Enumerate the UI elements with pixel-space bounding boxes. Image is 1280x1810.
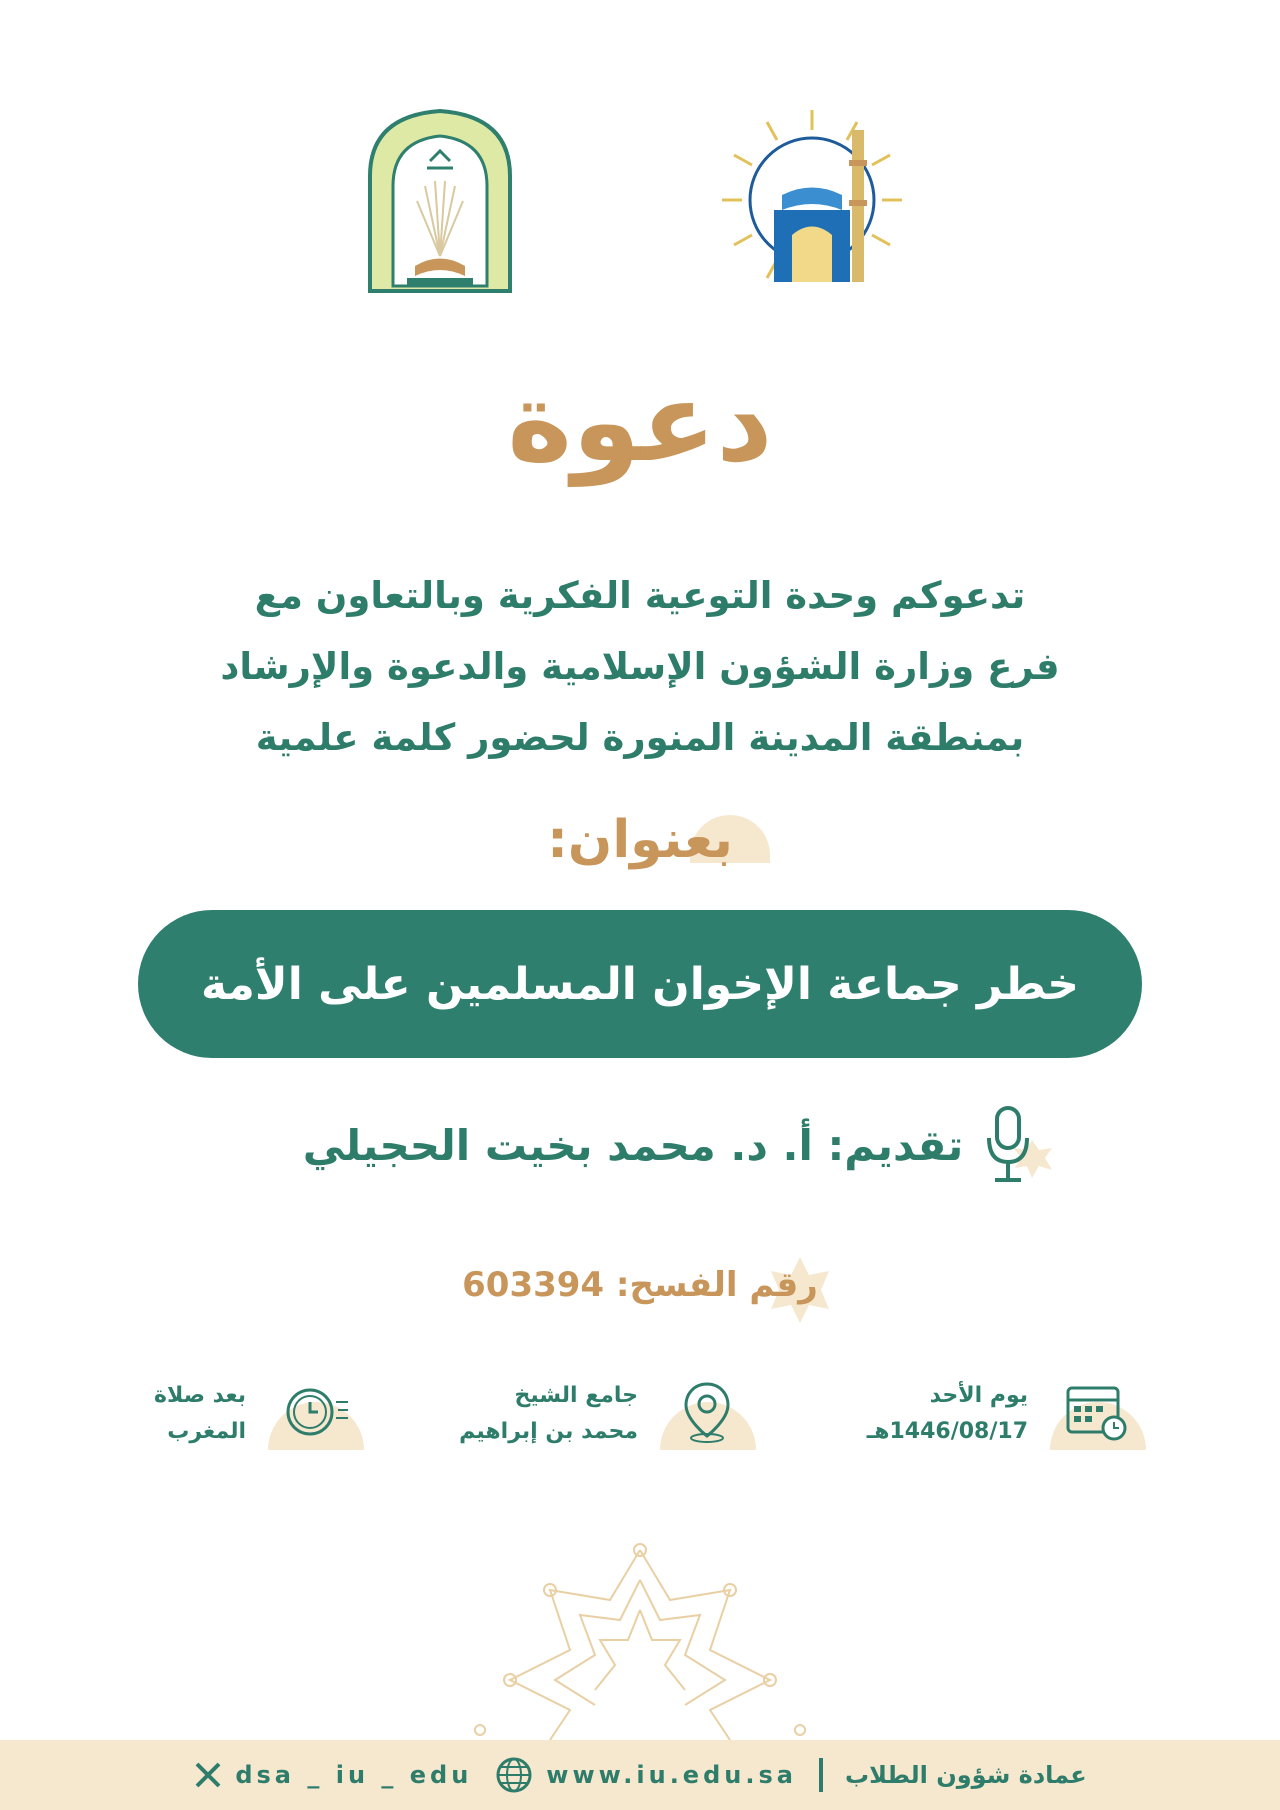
ministry-logo (365, 106, 515, 296)
footer-website[interactable] (494, 1755, 797, 1795)
clock-icon (280, 1376, 350, 1446)
footer-content (0, 1740, 1280, 1810)
lecture-title-banner (138, 910, 1142, 1058)
website-url: www.iu.edu.sa (546, 1761, 797, 1789)
mosque-name-line2: محمد بن إبراهيم (459, 1419, 638, 1444)
x-logo-icon (193, 1760, 223, 1790)
geometric-pattern-decoration (440, 1540, 840, 1740)
time-text (154, 1378, 246, 1450)
time-info (140, 1370, 364, 1470)
social-handle: dsa _ iu _ edu (235, 1761, 473, 1789)
location-pin-icon (672, 1376, 742, 1446)
lecture-title: خطر جماعة الإخوان المسلمين على الأمة (201, 958, 1079, 1010)
mosque-name-line1: جامع الشيخ (514, 1383, 638, 1408)
location-info (440, 1370, 756, 1470)
date-text (867, 1378, 1028, 1450)
globe-icon (494, 1755, 534, 1795)
presenter-name: تقديم: أ. د. محمد بخيت الحجيلي (302, 1120, 964, 1170)
intro-line-2: فرع وزارة الشؤون الإسلامية والدعوة والإرشاد (220, 645, 1060, 688)
presenter-row (300, 1100, 1060, 1190)
location-text (459, 1378, 638, 1450)
microphone-icon (977, 1100, 1057, 1190)
heading-text: دعوة (507, 358, 773, 486)
university-logo (712, 100, 912, 300)
footer-org (845, 1761, 1087, 1789)
calendar-icon (1062, 1376, 1132, 1446)
hijri-date: 1446/08/17هـ (866, 1419, 1028, 1444)
footer-separator (819, 1758, 823, 1792)
permit-number: رقم الفسح: 603394 (462, 1265, 818, 1305)
organization-name: عمادة شؤون الطلاب (844, 1761, 1087, 1789)
intro-line-3: بمنطقة المدينة المنورة لحضور كلمة علمية (255, 716, 1025, 759)
invitation-heading-calligraphy (507, 340, 773, 520)
footer-social[interactable] (193, 1760, 472, 1790)
footer-bar (0, 1740, 1280, 1810)
intro-paragraph (130, 560, 1150, 773)
day-name: يوم الأحد (929, 1383, 1028, 1408)
date-info (860, 1370, 1146, 1470)
time-line1: بعد صلاة (154, 1383, 246, 1408)
time-line2: المغرب (167, 1419, 246, 1444)
intro-line-1: تدعوكم وحدة التوعية الفكرية وبالتعاون مع (254, 574, 1026, 617)
subject-label: بعنوان: (547, 810, 733, 870)
